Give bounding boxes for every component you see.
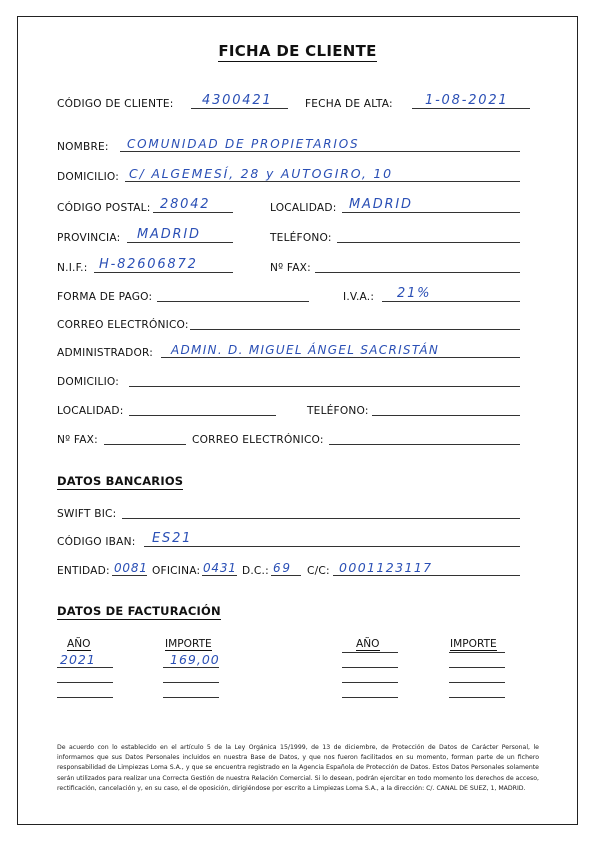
importe-value-1: 169,00 <box>170 652 220 667</box>
nombre-value: COMUNIDAD DE PROPIETARIOS <box>127 137 360 151</box>
row-adm-domicilio <box>57 370 527 390</box>
anio-value-1: 2021 <box>60 652 96 667</box>
fecha-alta-label: FECHA DE ALTA: <box>305 98 393 110</box>
adm-correo-label: CORREO ELECTRÓNICO: <box>192 434 324 446</box>
iban-value: ES21 <box>152 531 193 546</box>
administrador-value: ADMIN. D. MIGUEL ÁNGEL SACRISTÁN <box>171 343 440 357</box>
datos-bancarios-heading: DATOS BANCARIOS <box>57 474 184 488</box>
forma-pago-label: FORMA DE PAGO: <box>57 291 153 303</box>
adm-domicilio-field[interactable] <box>129 370 520 387</box>
anio-line-2a[interactable] <box>342 652 398 653</box>
cc-value: 0001123117 <box>339 560 433 575</box>
anio-line-1a[interactable] <box>57 667 113 668</box>
domicilio-value: C/ ALGEMESÍ, 28 y AUTOGIRO, 10 <box>129 166 393 181</box>
oficina-label: OFICINA: <box>152 565 201 577</box>
importe-line-1a[interactable] <box>163 667 219 668</box>
codigo-cliente-value: 4300421 <box>202 93 273 108</box>
row-cp-localidad <box>57 196 527 216</box>
iva-value: 21% <box>397 286 432 301</box>
adm-telefono-label: TELÉFONO: <box>307 405 369 417</box>
provincia-label: PROVINCIA: <box>57 232 121 244</box>
correo-field[interactable] <box>190 313 520 330</box>
row-cuenta <box>57 559 527 579</box>
adm-domicilio-label: DOMICILIO: <box>57 376 120 388</box>
anio-line-2b[interactable] <box>342 667 398 668</box>
nif-value: H-82606872 <box>99 257 198 272</box>
localidad-label: LOCALIDAD: <box>270 202 337 214</box>
row-swift <box>57 502 527 522</box>
anio-line-1c[interactable] <box>57 697 113 698</box>
anio-line-2d[interactable] <box>342 697 398 698</box>
importe-line-1c[interactable] <box>163 697 219 698</box>
iva-label: I.V.A.: <box>343 291 375 303</box>
codigo-cliente-label: CÓDIGO DE CLIENTE: <box>57 98 174 110</box>
swift-field[interactable] <box>122 502 520 519</box>
importe-col-header-1: IMPORTE <box>165 638 212 650</box>
iban-label: CÓDIGO IBAN: <box>57 536 136 548</box>
anio-line-2c[interactable] <box>342 682 398 683</box>
importe-line-1b[interactable] <box>163 682 219 683</box>
cc-label: C/C: <box>307 565 330 577</box>
row-adm-localidad <box>57 399 527 419</box>
row-nombre <box>57 135 527 155</box>
page-title: FICHA DE CLIENTE <box>218 42 377 60</box>
importe-line-2b[interactable] <box>449 667 505 668</box>
nif-label: N.I.F.: <box>57 262 88 274</box>
forma-pago-field[interactable] <box>157 285 309 302</box>
row-nif-fax <box>57 256 527 276</box>
importe-line-2c[interactable] <box>449 682 505 683</box>
adm-fax-field[interactable] <box>104 428 186 445</box>
localidad-value: MADRID <box>349 197 413 212</box>
row-administrador <box>57 341 547 361</box>
domicilio-label: DOMICILIO: <box>57 171 120 183</box>
telefono-field[interactable] <box>337 226 520 243</box>
anio-col-header-2: AÑO <box>356 638 380 650</box>
entidad-label: ENTIDAD: <box>57 565 110 577</box>
importe-line-2d[interactable] <box>449 697 505 698</box>
adm-localidad-label: LOCALIDAD: <box>57 405 124 417</box>
row-codigo-fecha <box>57 92 547 112</box>
row-iban <box>57 530 527 550</box>
dc-value: 69 <box>273 561 292 575</box>
row-domicilio <box>57 165 527 185</box>
anio-line-1b[interactable] <box>57 682 113 683</box>
anio-col-header-1: AÑO <box>67 638 91 650</box>
importe-col-header-2: IMPORTE <box>450 638 497 650</box>
nombre-label: NOMBRE: <box>57 141 109 153</box>
entidad-value: 0081 <box>114 561 148 575</box>
fecha-alta-value: 1-08-2021 <box>425 93 509 108</box>
adm-fax-label: Nº FAX: <box>57 434 98 446</box>
provincia-value: MADRID <box>137 227 201 242</box>
fax-label: Nº FAX: <box>270 262 311 274</box>
legal-notice: De acuerdo con lo establecido en el artículo 5 de la Ley Orgánica 15/1999, de 13 de diciembre, de Protección de Datos de Carácter Personal, le informamos que sus Datos Personales incluidos en nuestra Base de Datos, y que nos fueron facilitados en su momento, forman parte de un fichero responsabilidad de Limpiezas Loma S.A., y que se encuentra registrado en la Agencia Española de Protección de Datos. Estos Datos Personales solamente serán utilizados para realizar una Correcta Gestión de nuestra Relación Comercial. Si lo desean, podrán ejercitar en todo momento los derechos de acceso, rectificación, cancelación y, en su caso, el de oposición, dirigiéndose por escrito a Limpiezas Loma S.A., a la dirección: C/. CANAL DE SUEZ, 1, MADRID. <box>57 744 539 792</box>
codigo-postal-label: CÓDIGO POSTAL: <box>57 202 151 214</box>
adm-telefono-field[interactable] <box>372 399 520 416</box>
datos-facturacion-heading: DATOS DE FACTURACIÓN <box>57 604 221 618</box>
telefono-label: TELÉFONO: <box>270 232 332 244</box>
dc-label: D.C.: <box>242 565 269 577</box>
codigo-postal-value: 28042 <box>160 197 211 212</box>
row-correo <box>57 313 527 333</box>
importe-line-2a[interactable] <box>449 652 505 653</box>
correo-label: CORREO ELECTRÓNICO: <box>57 319 189 331</box>
row-adm-fax-correo <box>57 428 527 448</box>
administrador-label: ADMINISTRADOR: <box>57 347 153 359</box>
oficina-value: 0431 <box>203 561 237 575</box>
swift-label: SWIFT BIC: <box>57 508 117 520</box>
iban-field[interactable] <box>144 530 520 547</box>
row-pago-iva <box>57 285 527 305</box>
fax-field[interactable] <box>315 256 520 273</box>
adm-correo-field[interactable] <box>329 428 520 445</box>
row-provincia-telefono <box>57 226 527 246</box>
adm-localidad-field[interactable] <box>129 399 276 416</box>
